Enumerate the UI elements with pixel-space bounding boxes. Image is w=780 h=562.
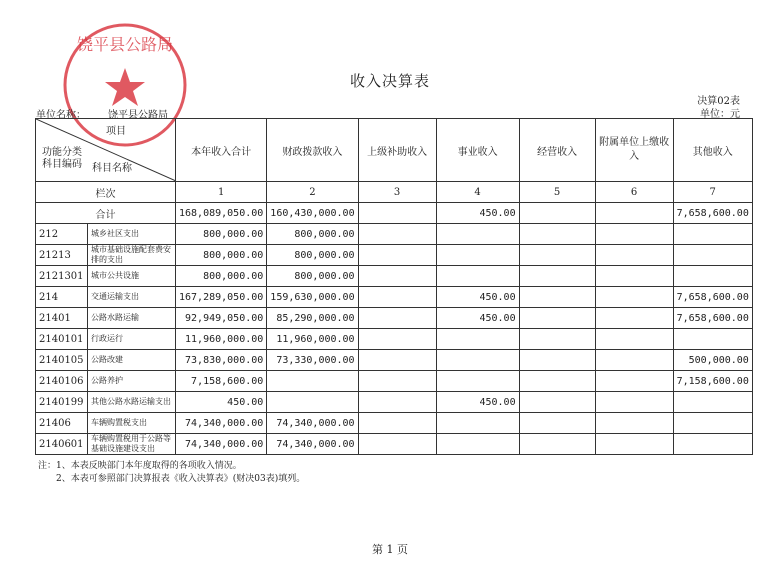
row-value [358,266,436,287]
row-value [519,287,595,308]
row-index-label: 栏次 [36,182,176,203]
row-value [519,434,595,455]
col-header-total: 本年收入合计 [176,119,267,182]
row-subject-name: 城市基础设施配套费安排的支出 [88,245,176,266]
income-final-accounts-table [35,118,753,455]
row-value [358,245,436,266]
item-label: 项目 [106,126,126,137]
col-header-superior: 上级补助收入 [358,119,436,182]
table-row [36,350,753,371]
row-value [595,308,673,329]
row-code: 2140601 [36,434,88,455]
row-value: 11,960,000.00 [176,329,267,350]
table-row [36,224,753,245]
col-number: 5 [519,182,595,203]
row-value [595,371,673,392]
total-value: 450.00 [436,203,519,224]
col-header-operating: 经营收入 [519,119,595,182]
row-subject-name: 城市公共设施 [88,266,176,287]
total-label: 合计 [36,203,176,224]
table-row [36,245,753,266]
row-code: 2140106 [36,371,88,392]
row-value [436,413,519,434]
row-value [436,350,519,371]
table-row [36,308,753,329]
table-body [36,224,753,455]
table-row [36,413,753,434]
page-number: 第 1 页 [372,543,408,556]
row-value: 74,340,000.00 [176,434,267,455]
row-value [673,266,752,287]
row-value [595,329,673,350]
row-value: 800,000.00 [267,245,358,266]
total-value [358,203,436,224]
row-value [358,350,436,371]
row-value: 7,658,600.00 [673,287,752,308]
row-code: 214 [36,287,88,308]
row-value: 450.00 [436,392,519,413]
row-value [358,434,436,455]
col-number: 1 [176,182,267,203]
row-value: 73,830,000.00 [176,350,267,371]
row-value [358,392,436,413]
row-value [358,224,436,245]
row-value: 74,340,000.00 [267,434,358,455]
row-value [673,245,752,266]
notes [38,460,305,486]
row-value [358,371,436,392]
row-subject-name: 城乡社区支出 [88,224,176,245]
row-value: 74,340,000.00 [267,413,358,434]
row-value [673,434,752,455]
col-number: 6 [595,182,673,203]
row-value: 11,960,000.00 [267,329,358,350]
row-subject-name: 交通运输支出 [88,287,176,308]
row-value [519,266,595,287]
row-value [519,329,595,350]
row-value: 450.00 [436,308,519,329]
row-value [519,350,595,371]
row-value [358,287,436,308]
row-value: 800,000.00 [267,224,358,245]
row-code: 212 [36,224,88,245]
row-value [519,245,595,266]
row-code: 21213 [36,245,88,266]
col-header-other: 其他收入 [673,119,752,182]
row-value [519,392,595,413]
row-value [519,224,595,245]
col-number: 3 [358,182,436,203]
row-value [673,413,752,434]
header-row [36,119,753,182]
row-subject-name: 公路改建 [88,350,176,371]
row-value [267,371,358,392]
col-header-fiscal: 财政拨款收入 [267,119,358,182]
row-value: 7,158,600.00 [673,371,752,392]
row-subject-name: 行政运行 [88,329,176,350]
row-value [673,329,752,350]
row-value: 500,000.00 [673,350,752,371]
row-subject-name: 车辆购置税用于公路等基础设施建设支出 [88,434,176,455]
row-value [358,308,436,329]
row-subject-name: 车辆购置税支出 [88,413,176,434]
row-value [519,308,595,329]
column-number-row [36,182,753,203]
row-value [358,413,436,434]
subject-name-label: 科目名称 [92,163,132,174]
col-header-business: 事业收入 [436,119,519,182]
document-title: 收入决算表 [349,72,430,90]
svg-text:饶平县公路局: 饶平县公路局 [76,35,174,54]
row-value: 85,290,000.00 [267,308,358,329]
note-line: 2、本表可参照部门决算报表《收入决算表》(财决03表)填列。 [38,474,306,484]
table-row [36,266,753,287]
unit-label: 单位：元 [700,109,740,120]
row-value: 7,158,600.00 [176,371,267,392]
row-code: 2140105 [36,350,88,371]
row-code: 2121301 [36,266,88,287]
total-value: 7,658,600.00 [673,203,752,224]
row-value [595,266,673,287]
row-value [436,371,519,392]
row-code: 21406 [36,413,88,434]
row-value [595,434,673,455]
total-row [36,203,753,224]
unit-name-label: 单位名称： [36,110,86,121]
row-subject-name: 公路水路运输 [88,308,176,329]
form-code: 决算02表 [697,96,740,107]
row-value [595,392,673,413]
col-number: 7 [673,182,752,203]
func-code-label: 功能分类科目编码 [42,147,82,170]
row-value: 92,949,050.00 [176,308,267,329]
row-value: 450.00 [436,287,519,308]
total-value [595,203,673,224]
row-value [436,224,519,245]
row-value: 7,658,600.00 [673,308,752,329]
row-value [595,413,673,434]
row-value [436,329,519,350]
row-value [673,224,752,245]
note-line: 注：1、本表反映部门本年度取得的各项收入情况。 [38,461,242,471]
row-value: 800,000.00 [267,266,358,287]
row-value: 73,330,000.00 [267,350,358,371]
row-value: 167,289,050.00 [176,287,267,308]
total-value: 168,089,050.00 [176,203,267,224]
row-subject-name: 其他公路水路运输支出 [88,392,176,413]
row-value [436,266,519,287]
row-value [673,392,752,413]
total-value [519,203,595,224]
row-value [436,245,519,266]
col-number: 4 [436,182,519,203]
row-value [519,371,595,392]
row-value [595,224,673,245]
diagonal-header-cell [36,119,176,182]
table-row [36,371,753,392]
col-number: 2 [267,182,358,203]
total-value: 160,430,000.00 [267,203,358,224]
row-value: 159,630,000.00 [267,287,358,308]
row-value [519,413,595,434]
unit-name: 饶平县公路局 [108,110,168,121]
table-row [36,287,753,308]
row-value [595,287,673,308]
row-value: 800,000.00 [176,245,267,266]
row-value [595,245,673,266]
row-code: 2140101 [36,329,88,350]
table-row [36,434,753,455]
row-value [267,392,358,413]
table-row [36,392,753,413]
row-code: 2140199 [36,392,88,413]
row-code: 21401 [36,308,88,329]
row-subject-name: 公路养护 [88,371,176,392]
row-value: 450.00 [176,392,267,413]
row-value [358,329,436,350]
row-value [436,434,519,455]
row-value: 800,000.00 [176,266,267,287]
table-row [36,329,753,350]
row-value [595,350,673,371]
row-value: 74,340,000.00 [176,413,267,434]
row-value: 800,000.00 [176,224,267,245]
col-header-subsidiary: 附属单位上缴收入 [595,119,673,182]
